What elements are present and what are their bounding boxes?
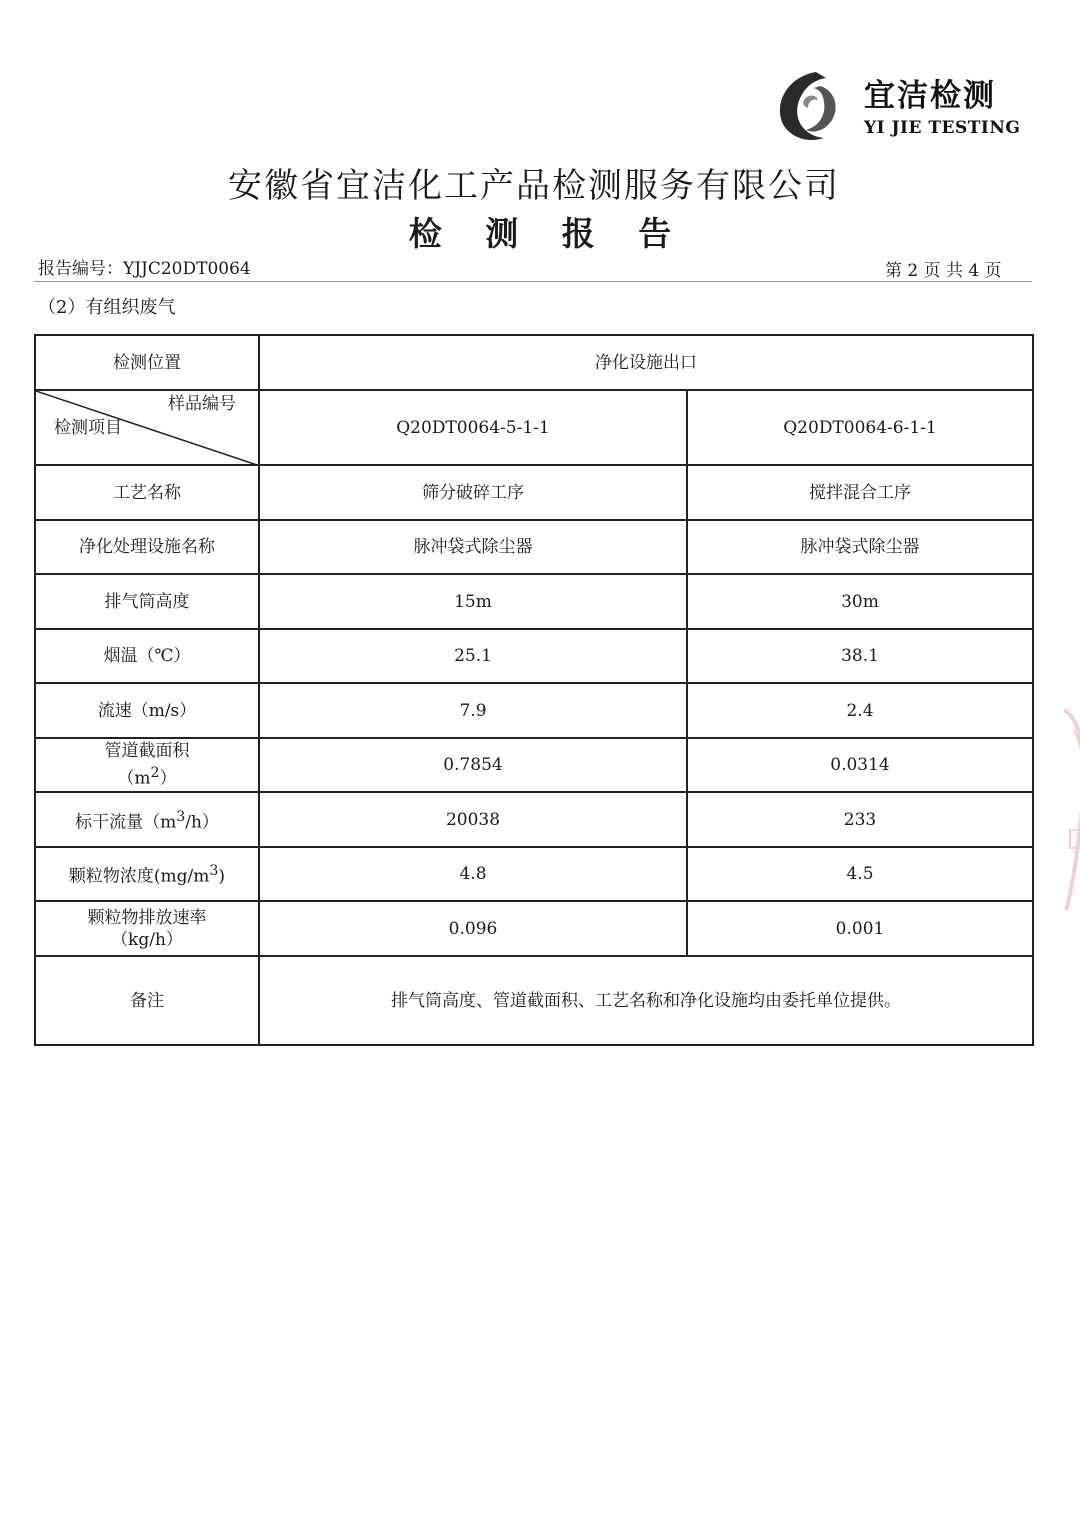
row-label-post: /h）	[185, 812, 219, 833]
logo-name-cn: 宜洁检测	[864, 78, 996, 114]
cell-value: 0.096	[259, 901, 687, 956]
sample-no-header: 样品编号	[168, 394, 236, 414]
results-table	[34, 334, 1034, 1046]
table-row	[35, 390, 1033, 465]
cell-value: 脉冲袋式除尘器	[259, 520, 687, 574]
superscript: 2	[150, 765, 160, 782]
table-row	[35, 738, 1033, 792]
page-number: 第 2 页 共 4 页	[885, 261, 1002, 281]
logo-swirl-icon	[768, 66, 858, 146]
sample-id: Q20DT0064-6-1-1	[687, 390, 1033, 465]
cell-value: 7.9	[259, 683, 687, 738]
diagonal-header-cell	[35, 390, 259, 465]
table-row	[35, 956, 1033, 1045]
cell-value: 25.1	[259, 629, 687, 683]
seal-fragment-icon	[1052, 700, 1080, 920]
company-logo	[768, 66, 1021, 146]
cell-value: 2.4	[687, 683, 1033, 738]
cell-value: 筛分破碎工序	[259, 465, 687, 520]
row-label-line1: 管道截面积	[104, 741, 190, 762]
row-label: 烟温（℃）	[35, 629, 259, 683]
cell-value: 15m	[259, 574, 687, 629]
cell-value: 30m	[687, 574, 1033, 629]
cell-value: 0.7854	[259, 738, 687, 792]
cell-value: 0.001	[687, 901, 1033, 956]
test-item-header: 检测项目	[54, 418, 122, 438]
logo-name-en: YI JIE TESTING	[864, 118, 1021, 138]
cell-value: 4.8	[259, 847, 687, 901]
location-value: 净化设施出口	[259, 335, 1033, 390]
location-label: 检测位置	[35, 335, 259, 390]
row-label-post: )	[218, 866, 226, 887]
row-label	[35, 738, 259, 792]
cell-value: 4.5	[687, 847, 1033, 901]
header-divider	[34, 281, 1032, 282]
row-label-line2: （m	[117, 768, 151, 789]
cell-value: 20038	[259, 792, 687, 847]
red-seal-stamp	[1052, 700, 1080, 920]
row-label-pre: 标干流量（m	[75, 812, 177, 833]
remark-value: 排气筒高度、管道截面积、工艺名称和净化设施均由委托单位提供。	[259, 956, 1033, 1045]
report-number: 报告编号：YJJC20DT0064	[38, 259, 251, 279]
table-row	[35, 574, 1033, 629]
superscript: 3	[209, 863, 219, 880]
row-label: 流速（m/s）	[35, 683, 259, 738]
row-label: 净化处理设施名称	[35, 520, 259, 574]
cell-value: 0.0314	[687, 738, 1033, 792]
section-title: （2）有组织废气	[38, 297, 176, 318]
table-row	[35, 901, 1033, 956]
table-row	[35, 683, 1033, 738]
table-row	[35, 465, 1033, 520]
remark-label: 备注	[35, 956, 259, 1045]
superscript: 3	[176, 808, 186, 825]
sample-id: Q20DT0064-5-1-1	[259, 390, 687, 465]
cell-value: 搅拌混合工序	[687, 465, 1033, 520]
cell-value: 38.1	[687, 629, 1033, 683]
row-label-line1: 颗粒物排放速率	[87, 907, 207, 928]
row-label-line2: （kg/h）	[111, 929, 183, 950]
row-label: 排气筒高度	[35, 574, 259, 629]
table-row	[35, 847, 1033, 901]
row-label	[35, 847, 259, 901]
table-row	[35, 629, 1033, 683]
report-title: 检 测 报 告	[408, 214, 688, 253]
row-label	[35, 792, 259, 847]
row-label	[35, 901, 259, 956]
cell-value: 脉冲袋式除尘器	[687, 520, 1033, 574]
row-label-pre: 颗粒物浓度(mg/m	[68, 866, 210, 887]
company-name: 安徽省宜洁化工产品检测服务有限公司	[228, 166, 840, 206]
table-row	[35, 520, 1033, 574]
row-label: 工艺名称	[35, 465, 259, 520]
cell-value: 233	[687, 792, 1033, 847]
table-row	[35, 792, 1033, 847]
table-row	[35, 335, 1033, 390]
row-label-line2-end: ）	[159, 768, 177, 789]
